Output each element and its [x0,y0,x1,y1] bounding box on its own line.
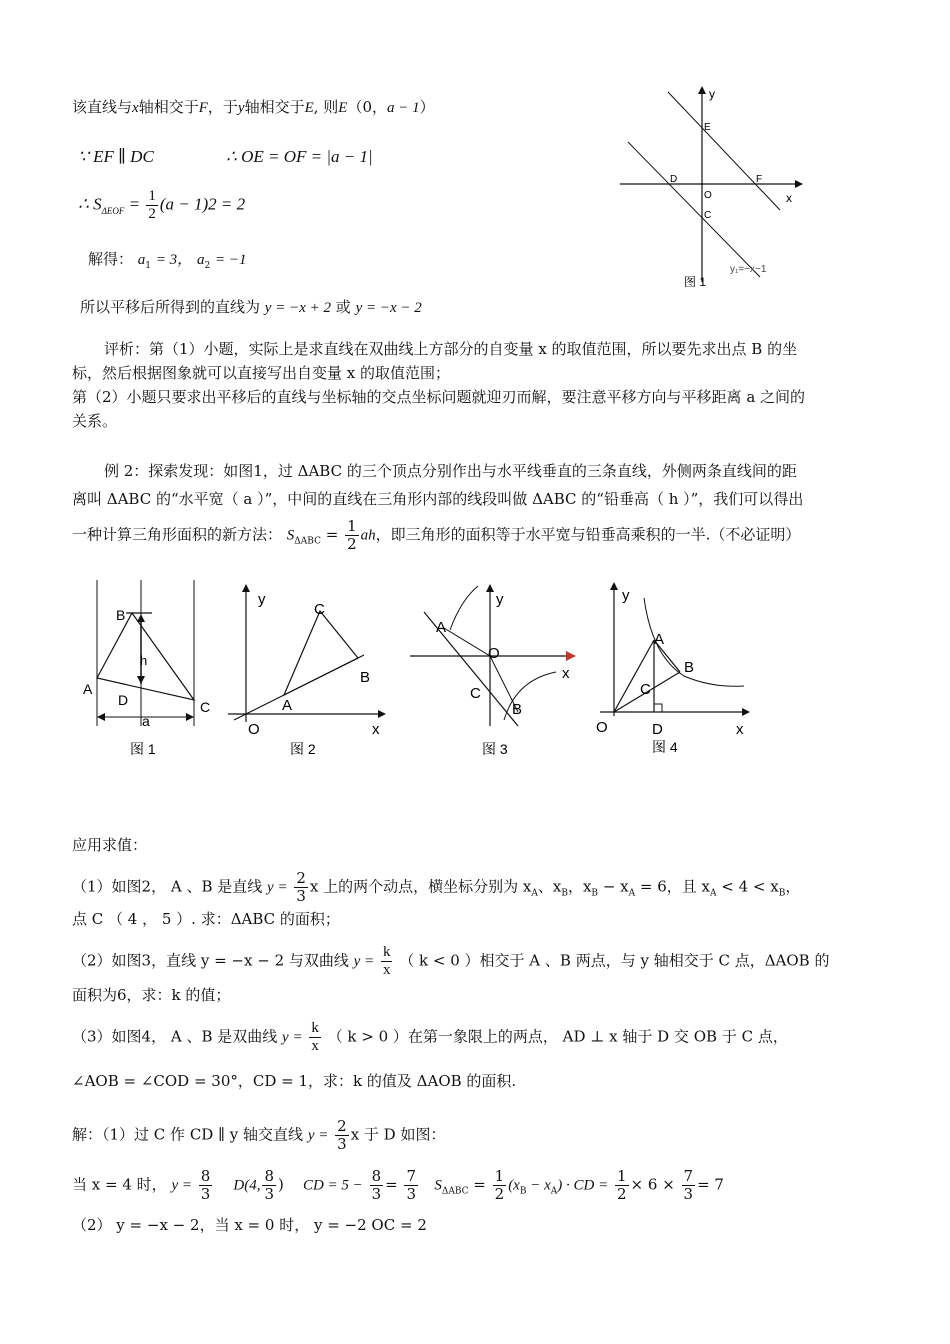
label-C: C [640,681,651,698]
text: ，于 [207,98,238,116]
text: × 6 × [630,1175,675,1194]
caption: 图 3 [482,741,508,757]
expr: y = [171,1177,192,1194]
denominator: x [382,962,391,978]
denominator: 3 [406,1185,417,1203]
var-S: S [286,527,295,544]
question-2-line-2: 面积为6，求：k 的值； [72,986,231,1004]
label-y: y [258,591,266,608]
label-A: A [436,619,447,636]
expr: y = [353,953,375,970]
question-2-line-1 [72,944,829,979]
question-3-line-2: ∠AOB = ∠COD = 30°，CD = 1，求：k 的值及 ΔAOB 的面积. [72,1072,517,1090]
text: （2）如图3，直线 y = −x − 2 与双曲线 [72,951,349,970]
triangle-AOB [444,628,518,712]
text: 轴相交于 [138,98,199,116]
text-line-5 [80,296,422,319]
text: （0， [347,98,388,116]
fraction [309,1020,321,1055]
var-S: S [434,1177,442,1194]
label-C: C [200,699,211,715]
text-line-1 [72,96,435,119]
text: = −1 [214,252,247,268]
subscript: 2 [204,261,211,271]
text: 所以平移后所得到的直线为 [80,298,261,316]
x-arrow-icon [742,708,750,716]
text: （3）如图4， A 、B 是双曲线 [72,1027,278,1046]
example2-line-2: 离叫 ΔABC 的“水平宽（ a ）”，中间的直线在三角形内部的线段叫做 ΔABC 的“铅垂高（ h ）”，我们可以得出 [72,490,804,508]
figure-top-right [610,82,810,292]
arrow-down-icon [137,676,145,684]
fraction [345,518,359,553]
text: , 则 [313,98,339,116]
numerator: 2 [296,869,306,887]
y-arrow-icon [486,584,494,592]
label-B: B [116,607,126,623]
text: 一种计算三角形面积的新方法： [72,525,283,544]
denominator: 3 [296,887,306,905]
fraction [381,944,393,979]
text-line-4 [88,248,246,277]
section-title: 应用求值： [72,836,148,854]
denominator: 2 [347,535,357,553]
text: = 7 [697,1175,724,1194]
subscript: A [531,888,538,899]
question-3-line-1 [72,1020,788,1055]
text: 解：（1）过 C 作 CD ∥ y 轴交直线 [72,1125,304,1144]
analysis-line-2: 标，然后根据图象就可以直接写出自变量 x 的取值范围； [72,364,450,382]
fraction-7-3 [404,1168,418,1203]
label-D: D [118,692,129,708]
label-E: E [704,122,711,133]
var-ah: ah [360,527,376,544]
text-line-2a: ∵ EF ∥ DC [78,147,154,166]
label-B: B [360,669,371,686]
solution-line-3: （2） y = −x − 2，当 x = 0 时， y = −2 OC = 2 [72,1216,427,1234]
x-arrow-icon [795,180,803,188]
text: 轴相交于 [244,98,305,116]
expr: D(4, [233,1177,261,1194]
solution-line-1 [72,1118,445,1153]
expr: (x [508,1177,520,1194]
label-O: O [488,645,500,662]
text: ∴ S [78,194,102,214]
arrow-left-icon [97,713,105,721]
example2-line-3 [72,518,800,553]
figure-2 [228,580,398,766]
label-A: A [282,697,293,714]
text: x 于 D 如图： [350,1125,446,1144]
text: （1）如图2， A 、B 是直线 [72,877,263,896]
text: = [128,194,141,214]
expr: y = [307,1127,329,1144]
label-O: O [596,719,608,736]
fraction [146,188,158,223]
denominator: 2 [494,1185,505,1203]
subscript: ΔEOF [101,205,125,216]
fraction [335,1118,349,1153]
figure-3 [406,580,586,766]
text: = 6，且 x [635,877,711,896]
x-arrow-icon [378,710,386,718]
numerator: 1 [347,517,357,535]
text: ，x [567,877,592,896]
expr: − x [526,1177,551,1194]
text: ， [785,877,801,896]
subscript: A [550,1186,558,1197]
expr: y = −x − 2 [355,300,422,316]
numerator: k [311,1020,319,1036]
question-1-line-2: 点 C （ 4 ， 5 ）. 求：ΔABC 的面积； [72,910,340,928]
denominator: 3 [371,1185,382,1203]
text: 该直线与 [72,98,133,116]
label-y: y [622,587,630,604]
text-line-2b: ∴ OE = OF = |a − 1| [226,147,373,166]
text: = 3， [155,252,193,268]
text: 2 = 2 [208,194,246,214]
text: = [473,1175,486,1194]
numerator: 8 [200,1167,211,1185]
text: ) [278,1175,284,1194]
arrow-up-icon [137,614,145,622]
text: （ k > 0 ）在第一象限上的两点， AD ⊥ x 轴于 D 交 OB 于 C 点， [327,1027,788,1046]
label-O: O [704,190,712,201]
label-A: A [83,681,93,697]
label-h: h [140,653,148,668]
numerator: 7 [406,1167,417,1185]
label-eq: y₁=−x−1 [730,264,767,275]
denominator: 3 [264,1185,274,1203]
subscript: A [710,888,717,899]
figure-4 [592,576,762,766]
line-EF [668,92,780,210]
label-C: C [470,685,481,702]
analysis-line-1: 评析：第（1）小题，实际上是求直线在双曲线上方部分的自变量 x 的取值范围，所以要先求出点 B 的坐 [104,340,798,358]
numerator: 1 [617,1167,627,1185]
right-angle-icon [654,704,662,712]
numerator: 8 [264,1167,274,1185]
denominator: 3 [683,1185,694,1203]
expr: y = −x + 2 [264,300,331,316]
subscript: ΔABC [441,1186,469,1197]
text: x 上的两个动点，横坐标分别为 x [309,877,532,896]
var-E2: E [338,100,348,116]
label-C: C [314,601,325,618]
text: 或 [335,298,351,316]
y-arrow-icon [242,584,250,592]
numerator: k [382,944,391,960]
text: 当 x = 4 时， [72,1175,167,1194]
triangle-ABC [284,611,358,695]
text: ，即三角形的面积等于水平宽与铅垂高乘积的一半.（不必证明） [375,525,801,544]
y-arrow-icon [698,86,706,94]
text: − x [598,877,629,896]
text: = [385,1175,398,1194]
hyperbola-upper [450,586,478,630]
fraction-7-3 [682,1168,696,1203]
numerator: 7 [683,1167,694,1185]
var-x: x [132,100,139,116]
denominator: x [311,1038,319,1054]
numerator: 1 [494,1167,505,1185]
label-x: x [562,665,570,682]
caption: 图 1 [684,275,707,289]
example2-line-1: 例 2：探索发现：如图1，过 ΔABC 的三个顶点分别作出与水平线垂直的三条直线，外侧两条直线间的距 [104,462,797,480]
y-arrow-icon [610,582,618,590]
denominator: 3 [337,1135,347,1153]
segment-OA [614,640,654,712]
text-line-3 [78,188,245,223]
denominator: 2 [617,1185,627,1203]
label-O: O [248,721,260,738]
analysis-line-4: 关系。 [72,412,118,430]
var-y: y [237,100,245,116]
numerator: 2 [337,1117,347,1135]
var: a [137,252,146,268]
expr: y = [267,879,288,896]
text: （ k < 0 ）相交于 A 、B 两点，与 y 轴相交于 C 点，ΔAOB 的 [399,951,830,970]
text: ） [419,98,435,116]
fraction-8-3 [199,1168,213,1203]
x-arrow-icon [566,651,576,661]
label-y: y [709,87,715,101]
analysis-line-3: 第（2）小题只要求出平移后的直线与坐标轴的交点坐标问题就迎刃而解，要注意平移方向与平移距离 a 之间的 [72,388,806,406]
fraction-8-3 [262,1168,276,1203]
caption: 图 4 [652,739,678,755]
subscript: 1 [145,261,152,271]
label-D: D [652,721,663,738]
text: 、x [537,877,562,896]
caption: 图 2 [290,741,316,757]
text: = [325,525,339,544]
label-D: D [670,174,678,185]
fraction-1-2 [493,1168,507,1203]
label-B: B [684,659,695,676]
label-A: A [654,631,665,648]
label-a: a [142,713,150,729]
numerator: 8 [371,1167,382,1185]
subscript: A [628,888,636,899]
question-1-line-1 [72,870,800,905]
fraction-1-2 [615,1168,629,1203]
expr: ) · CD = [557,1177,609,1194]
numerator: 1 [148,188,156,204]
text: < 4 < x [716,877,779,896]
text: (a − 1) [159,194,209,214]
var: a [196,252,205,268]
text: 解得： [88,250,134,268]
line-DC [628,142,763,277]
subscript: B [778,888,786,899]
denominator: 2 [148,206,156,222]
label-y: y [496,591,504,608]
figure-1 [80,576,220,766]
fraction [294,870,308,905]
label-F: F [756,174,763,185]
solution-line-2 [72,1168,724,1203]
subscript: B [519,1186,527,1197]
expr: a − 1 [387,100,420,116]
denominator: 3 [200,1185,211,1203]
label-B: B [512,701,523,718]
fraction-8-3 [370,1168,384,1203]
var-F: F [198,100,208,116]
label-C: C [704,210,712,221]
var-E: E [304,100,314,116]
subscript: B [561,888,568,899]
label-x: x [736,721,744,738]
label-x: x [786,191,792,205]
expr: y = [282,1029,303,1046]
arrow-right-icon [186,713,194,721]
label-x: x [372,721,380,738]
subscript: B [591,888,599,899]
expr: CD = 5 − [302,1177,363,1194]
subscript: ΔABC [294,536,321,547]
caption: 图 1 [130,741,156,757]
